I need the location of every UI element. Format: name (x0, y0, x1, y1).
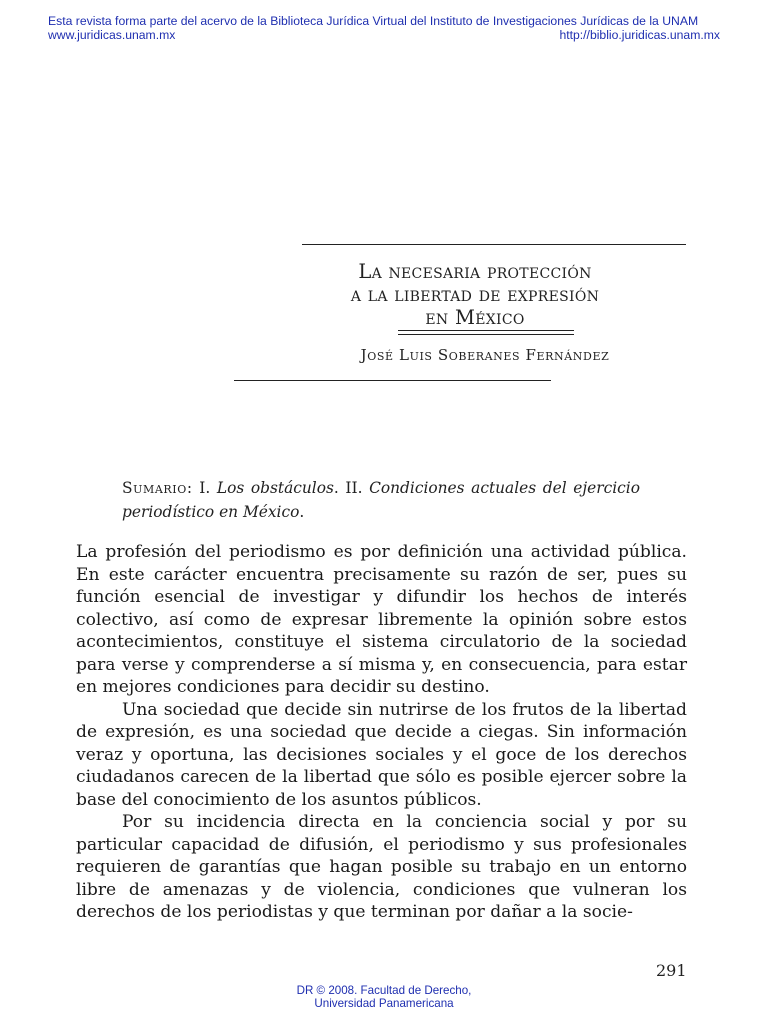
article-title (300, 260, 650, 329)
summary-label: Sumario: (122, 479, 193, 497)
summary-number: I. (199, 479, 211, 497)
title-double-rule-lower (398, 334, 574, 335)
page-number: 291 (656, 961, 687, 980)
source-banner (48, 14, 720, 42)
title-top-rule (302, 244, 686, 245)
summary-item: Los obstáculos (216, 479, 334, 497)
body-paragraph: Una sociedad que decide sin nutrirse de los frutos de la libertad de expresión, es una sociedad que decide a ciegas. Sin información veraz y oportuna, las decisiones sociales y el goce de los derechos ciudadanos carecen de la libertad que sólo es posible ejercer sobre la base del conocimiento de los asuntos públicos. (76, 699, 687, 810)
footer-line: DR © 2008. Facultad de Derecho, (296, 984, 472, 997)
banner-notice: Esta revista forma parte del acervo de la Biblioteca Jurídica Virtual del Instituto de Investigaciones Jurídicas de la UNAM (48, 14, 699, 28)
copyright-footer (200, 984, 568, 1010)
summary: Sumario: I. Los obstáculos. II. Condiciones actuales del ejercicio periodístico en México. (122, 479, 640, 521)
body-paragraph: La profesión del periodismo es por definición una actividad pública. En este carácter encuentra precisamente su razón de ser, pues su función esencial de investigar y difundir los hechos de interés colectivo, así como de expresar libremente la opinión sobre estos acontecimientos, constituye el sistema circulatorio de la sociedad para verse y comprenderse a sí misma y, en consecuencia, para estar en mejores condiciones para decidir su destino. (76, 542, 687, 697)
body-paragraph: Por su incidencia directa en la conciencia social y por su particular capacidad de difusión, el periodismo y sus profesionales requieren de garantías que hagan posible su trabajo en un entorno libre de amenazas y de violencia, condiciones que vulneran los derechos de los periodistas y que terminan por dañar a la socie- (76, 812, 687, 922)
author-bottom-rule (234, 380, 551, 381)
article-body (76, 541, 687, 924)
article-author: José Luis Soberanes Fernández (360, 346, 610, 364)
banner-left-link[interactable]: www.juridicas.unam.mx (48, 28, 176, 42)
title-double-rule-upper (398, 330, 574, 331)
footer-line: Universidad Panamericana (314, 997, 454, 1010)
title-line: La necesaria protección (358, 260, 592, 283)
banner-right-link[interactable]: http://biblio.juridicas.unam.mx (559, 28, 720, 42)
summary-item: Condiciones actuales del ejercicio periodístico en México (122, 479, 640, 521)
title-line: en México (425, 306, 525, 329)
title-line: a la libertad de expresión (350, 283, 600, 306)
summary-number: II. (345, 479, 363, 497)
